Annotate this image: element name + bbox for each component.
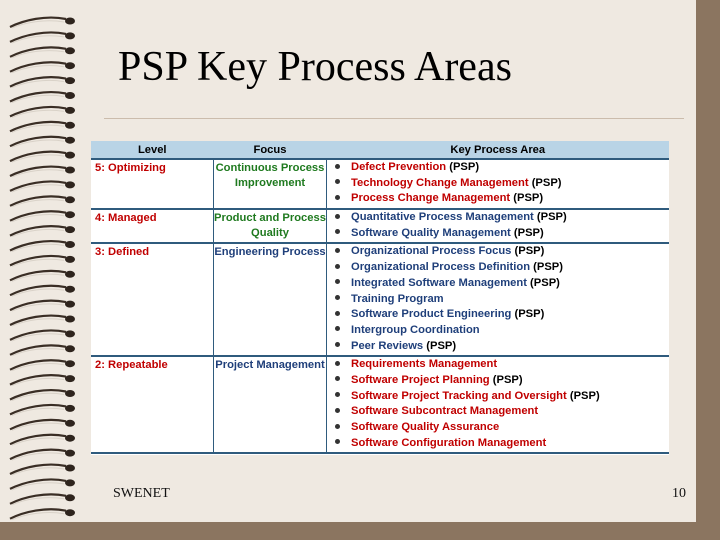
psp-tag: (PSP) [449,161,480,173]
list-item [327,292,669,308]
kpa-name: Peer Reviews [351,339,424,352]
binding-ring [10,167,75,178]
binding-ring [10,137,75,148]
table-row [91,159,669,209]
binding-ring [10,122,75,133]
kpa-name: Process Change Management [351,192,511,205]
binding-ring [10,152,75,163]
list-item [327,191,669,207]
kpa-list [327,357,669,452]
bullet-icon [335,392,340,397]
binding-ring [10,226,75,237]
page-number: 10 [672,486,686,501]
kpa-name: Software Project Planning [351,373,490,386]
psp-tag: (PSP) [533,261,563,274]
psp-tag: (PSP) [513,192,544,205]
list-item [327,307,669,323]
header-level: Level [91,141,214,159]
binding-ring [10,465,75,476]
binding-ring [10,360,75,371]
binding-ring [10,196,75,207]
binding-ring [10,32,75,43]
binding-ring [10,92,75,103]
focus-cell: Project Management [214,356,327,453]
list-item [327,357,669,373]
table-row [91,356,669,453]
list-item [327,323,669,339]
list-item [327,226,669,242]
list-item [327,210,669,226]
list-item [327,244,669,260]
bullet-icon [335,248,340,253]
psp-tag: (PSP) [492,373,523,386]
header-key-process-area: Key Process Area [327,141,670,159]
binding-ring [10,479,75,490]
bullet-icon [335,179,340,184]
level-cell: 2: Repeatable [91,356,214,453]
level-cell: 3: Defined [91,243,214,356]
kpa-name: Requirements Management [351,358,498,371]
kpa-cell [327,159,670,209]
bullet-icon [335,279,340,284]
bullet-icon [335,439,340,444]
kpa-table [91,141,669,454]
focus-cell: Engineering Process [214,243,327,356]
bullet-icon [335,361,340,366]
kpa-table-container [91,141,669,455]
list-item [327,276,669,292]
psp-tag: (PSP) [531,176,562,189]
binding-ring [10,435,75,446]
list-item [327,160,669,176]
kpa-name: Organizational Process Definition [351,261,531,274]
level-cell: 4: Managed [91,209,214,243]
focus-cell: Continuous Process Improvement [214,159,327,209]
binding-ring [10,405,75,416]
bullet-icon [335,342,340,347]
bullet-icon [335,424,340,429]
binding-ring [10,47,75,58]
psp-tag: (PSP) [513,226,544,239]
binding-ring [10,345,75,356]
kpa-list [327,244,669,355]
list-item [327,373,669,389]
list-item [327,420,669,436]
binding-ring [10,390,75,401]
binding-ring [10,241,75,252]
binding-ring [10,181,75,192]
list-item [327,260,669,276]
psp-tag: (PSP) [514,245,545,258]
focus-cell: Product and Process Quality [214,209,327,243]
bullet-icon [335,164,340,169]
slide-title: PSP Key Process Areas [118,44,512,90]
kpa-list [327,210,669,242]
level-cell: 5: Optimizing [91,159,214,209]
binding-ring [10,256,75,267]
psp-tag: (PSP) [536,211,567,224]
table-row [91,209,669,243]
table-header-row [91,141,669,159]
binding-ring [10,62,75,72]
bullet-icon [335,326,340,331]
list-item [327,404,669,420]
kpa-name: Software Subcontract Management [351,405,539,418]
binding-ring [10,450,75,461]
list-item [327,339,669,355]
kpa-cell [327,356,670,453]
header-focus: Focus [214,141,327,159]
bullet-icon [335,214,340,219]
kpa-name: Defect Prevention [351,161,447,173]
bullet-icon [335,295,340,300]
table-body [91,159,669,453]
list-item [327,436,669,452]
bullet-icon [335,195,340,200]
binding-ring [10,375,75,386]
binding-ring [10,330,75,341]
psp-tag: (PSP) [569,389,600,402]
kpa-name: Software Configuration Management [351,436,547,449]
binding-ring [10,18,75,29]
list-item [327,389,669,405]
bullet-icon [335,229,340,234]
kpa-cell [327,243,670,356]
footer-source: SWENET [113,486,170,501]
kpa-name: Software Quality Assurance [351,421,500,433]
psp-tag: (PSP) [530,276,560,289]
binding-ring [10,494,75,505]
bullet-icon [335,408,340,413]
binding-ring [10,316,75,327]
table-row [91,243,669,356]
kpa-name: Integrated Software Management [351,276,527,289]
spiral-binding [4,10,80,522]
kpa-name: Intergroup Coordination [351,323,480,336]
bullet-icon [335,376,340,381]
binding-ring [10,509,75,520]
binding-ring [10,107,75,118]
kpa-name: Software Product Engineering [351,308,512,321]
binding-ring [10,77,75,88]
bullet-icon [335,264,340,269]
binding-ring [10,301,75,312]
kpa-list [327,160,669,208]
psp-tag: (PSP) [426,339,457,352]
binding-ring [10,420,75,431]
kpa-name: Organizational Process Focus [351,245,512,258]
kpa-name: Quantitative Process Management [351,211,534,224]
kpa-name: Training Program [351,292,444,305]
title-underline [104,118,684,119]
binding-ring [10,211,75,222]
kpa-name: Technology Change Management [351,176,529,189]
kpa-cell [327,209,670,243]
kpa-name: Software Quality Management [351,226,511,239]
kpa-name: Software Project Tracking and Oversight [351,389,567,402]
binding-ring [10,271,75,282]
bullet-icon [335,311,340,316]
list-item [327,176,669,192]
psp-tag: (PSP) [514,308,545,321]
binding-ring [10,286,75,297]
